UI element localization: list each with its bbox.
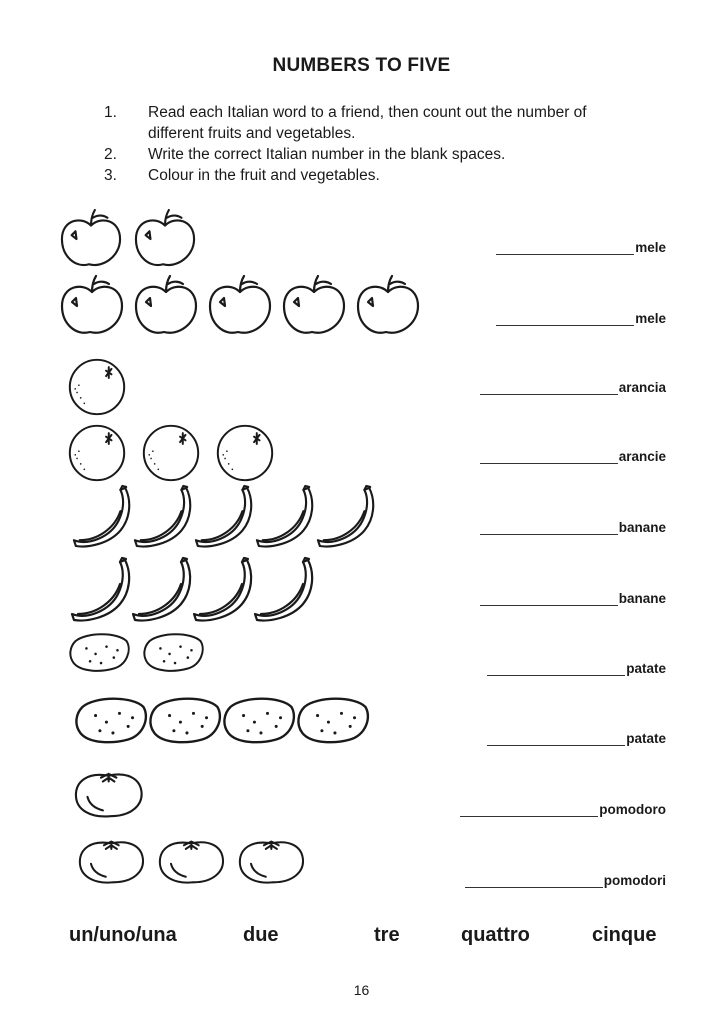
blank-space[interactable] — [480, 380, 618, 395]
answer-line-6 — [480, 591, 666, 606]
apple-icon — [62, 210, 120, 265]
orange-icon — [218, 426, 272, 480]
apple-icon — [358, 276, 418, 333]
potato-icon — [224, 699, 293, 742]
instruction-line: different fruits and vegetables. — [148, 125, 356, 142]
banana-icon — [318, 486, 373, 546]
number-word: tre — [374, 924, 400, 946]
apple-icon — [62, 276, 122, 333]
number-word-bank — [0, 924, 723, 950]
instruction-text: Colour in the fruit and vegetables. — [148, 167, 380, 184]
apple-icon — [136, 210, 194, 265]
answer-word: banane — [618, 520, 666, 535]
number-word: cinque — [592, 924, 657, 946]
orange-icon — [70, 360, 124, 414]
answer-word: mele — [635, 311, 666, 326]
answer-word: pomodori — [603, 873, 666, 888]
instruction-number: 2. — [104, 146, 117, 163]
banana-icon — [196, 486, 251, 546]
banana-icon — [255, 558, 312, 620]
answer-line-8 — [487, 731, 666, 746]
page-title: NUMBERS TO FIVE — [272, 55, 451, 76]
apple-icon — [284, 276, 344, 333]
banana-icon — [194, 558, 251, 620]
orange-icon — [144, 426, 198, 480]
apple-icon — [136, 276, 196, 333]
answer-word: banane — [618, 591, 666, 606]
answer-word: arancia — [618, 380, 666, 395]
blank-space[interactable] — [465, 873, 603, 888]
number-word: due — [243, 924, 279, 946]
tomato-icon — [240, 842, 303, 883]
answer-line-3 — [480, 380, 666, 395]
potato-icon — [76, 699, 145, 742]
blank-space[interactable] — [460, 802, 598, 817]
answer-line-4 — [480, 449, 666, 464]
potato-icon — [150, 699, 219, 742]
answer-word: arancie — [618, 449, 666, 464]
number-word: quattro — [461, 924, 530, 946]
blank-space[interactable] — [480, 520, 618, 535]
blank-space[interactable] — [496, 311, 634, 326]
answer-word: mele — [635, 240, 666, 255]
answer-word: patate — [626, 661, 666, 676]
answer-line-5 — [480, 520, 666, 535]
tomato-icon — [80, 842, 143, 883]
instruction-number: 3. — [104, 167, 117, 184]
blank-space[interactable] — [496, 240, 634, 255]
banana-icon — [133, 558, 190, 620]
potato-icon — [298, 699, 367, 742]
blank-space[interactable] — [487, 731, 625, 746]
answer-line-9 — [460, 802, 666, 817]
banana-icon — [257, 486, 312, 546]
tomato-icon — [76, 774, 142, 817]
tomato-icon — [160, 842, 223, 883]
apple-icon — [210, 276, 270, 333]
number-word: un/uno/una — [69, 924, 177, 946]
orange-icon — [70, 426, 124, 480]
answer-word: patate — [626, 731, 666, 746]
page-number: 16 — [353, 982, 370, 998]
instruction-line: Read each Italian word to a friend, then count out the number of — [148, 104, 587, 121]
potato-icon — [144, 634, 202, 671]
blank-space[interactable] — [480, 449, 618, 464]
instruction-number: 1. — [104, 104, 117, 121]
answer-line-1 — [496, 240, 666, 255]
answer-line-10 — [465, 873, 666, 888]
banana-icon — [72, 558, 129, 620]
potato-icon — [70, 634, 128, 671]
answer-line-7 — [487, 661, 666, 676]
blank-space[interactable] — [487, 661, 625, 676]
banana-icon — [135, 486, 190, 546]
answer-word: pomodoro — [599, 802, 666, 817]
blank-space[interactable] — [480, 591, 618, 606]
answer-line-2 — [496, 311, 666, 326]
instruction-text: Write the correct Italian number in the blank spaces. — [148, 146, 506, 163]
banana-icon — [74, 486, 129, 546]
